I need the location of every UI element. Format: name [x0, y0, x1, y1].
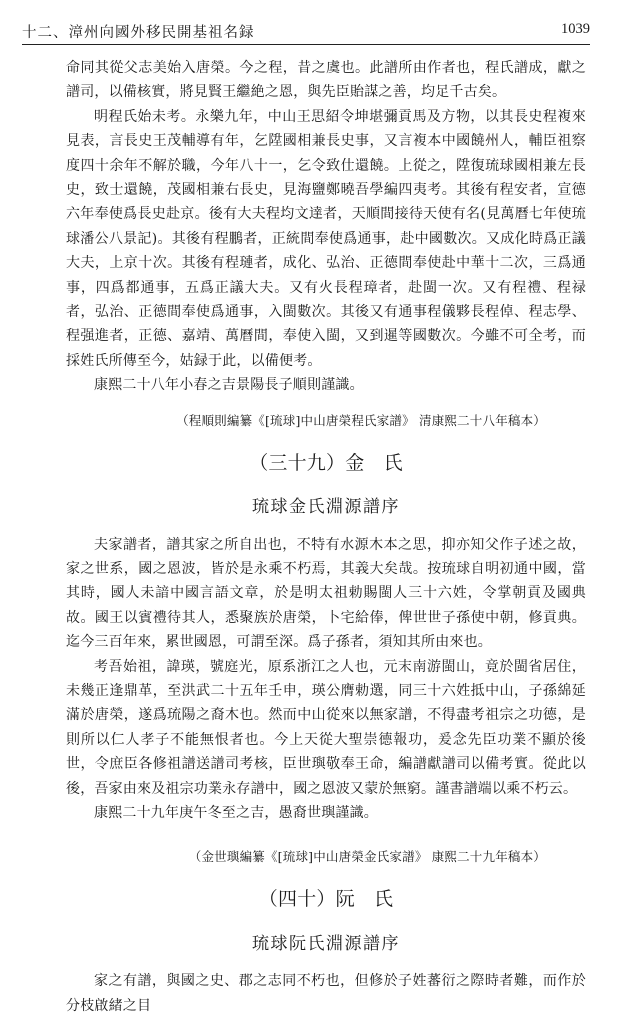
running-header	[22, 14, 590, 45]
source-citation: （金世璵編纂《[琉球]中山唐榮金氏家譜》 康熙二十九年稿本）	[188, 849, 546, 865]
section-subtitle: 琉球阮氏淵源譜序	[252, 933, 400, 954]
running-title: 十二、漳州向國外移民開基祖名録	[22, 25, 255, 41]
section-heading: （三十九）金 氏	[249, 451, 403, 474]
section-heading: （四十）阮 氏	[258, 888, 394, 911]
page-body	[66, 56, 586, 1018]
page-number: 1039	[561, 21, 590, 37]
paragraph: 康熙二十九年庚午冬至之吉，愚裔世璵謹識。	[94, 804, 378, 821]
source-citation: （程順則編纂《[琉球]中山唐榮程氏家譜》 清康熙二十八年稿本）	[176, 412, 546, 428]
paragraph: 命同其從父志美始入唐榮。今之程，昔之虞也。此譜所由作者也，程氏譜成，獻之譜司，以備核實，將見賢王繼絶之恩，與先臣貽謀之善，均足千古矣。	[66, 60, 586, 101]
paragraph: 康熙二十八年小春之吉景陽長子順則謹識。	[94, 377, 364, 394]
paragraph: 考吾始祖，諱瑛，號庭光，原系浙江之人也，元末南游閩山，竟於閩省居住，未幾正逢鼎革，至洪武二十五年壬申，瑛公膺勅選，同三十六姓抵中山，子孫綿延滿於唐榮，遂爲琉陽之裔木也。然而中山從來以無家譜，不得盡考祖宗之功德，是則所以仁人孝子不能無恨者也。今上天從大聖崇德報功，爰念先臣功業不顯於後世，令庶臣各修祖譜送譜司考核，臣世璵敬奉王命，編譜獻譜司以備考實。從此以後，吾家由來及祖宗功業永存譜中，國之恩波又蒙於無窮。謹書譜端以乘不朽云。	[66, 658, 586, 797]
paragraph: 夫家譜者，譜其家之所自出也，不特有水源木本之思，抑亦知父作子述之故，家之世系，國之恩波，皆於是永乘不朽焉，其義大矣哉。按琉球自明初通中國，當其時，國人未諳中國言語文章，於是明太祖勅賜閩人三十六姓，令掌朝貢及國典故。國王以賓禮待其人，悉聚族於唐榮，卜宅給俸，俾世世子孫使中朝，修貢典。迄今三百年來，累世國恩，可謂至深。爲子孫者，須知其所由來也。	[66, 536, 586, 651]
paragraph: 明程氏始未考。永樂九年，中山王思紹令坤堪彌貢馬及方物，以其長史程複來見表，言長史王茂輔導有年，乞陞國相兼長史事，又言複本中國饒州人，輔臣祖察度四十余年不解於職，今年八十一，乞令致仕還饒。上從之，陞復琉球國相兼左長史，致士還饒，茂國相兼右長史，見海鹽鄭曉吾學編四夷考。其後有程安者，宣德六年奉使爲長史赴京。後有大夫程均文達者，天順間接待天使有名(見萬曆七年使琉球潘公八景記)。其後有程鵬者，正統間奉使爲通事，赴中國數次。又成化時爲正議大夫，上京十次。其後有程璉者，成化、弘治、正德間奉使赴中華十二次，三爲通事，四爲都通事，五爲正議大夫。又有火長程璋者，赴閩一次。又有程禮、程禄者，弘治、正德間奉使爲通事，入閩數次。其後又有通事程儀夥長程倬、程志學、程强進者，正德、嘉靖、萬曆間，奉使入閩，又到暹等國數次。今雖不可全考，而採姓氏所傳至今，姑録于此，以備便考。	[66, 108, 586, 369]
section-subtitle: 琉球金氏淵源譜序	[252, 497, 400, 518]
paragraph: 家之有譜，與國之史、郡之志同不朽也，但修於子姓蕃衍之際時者難，而作於分枝啟緒之目	[66, 973, 586, 1014]
